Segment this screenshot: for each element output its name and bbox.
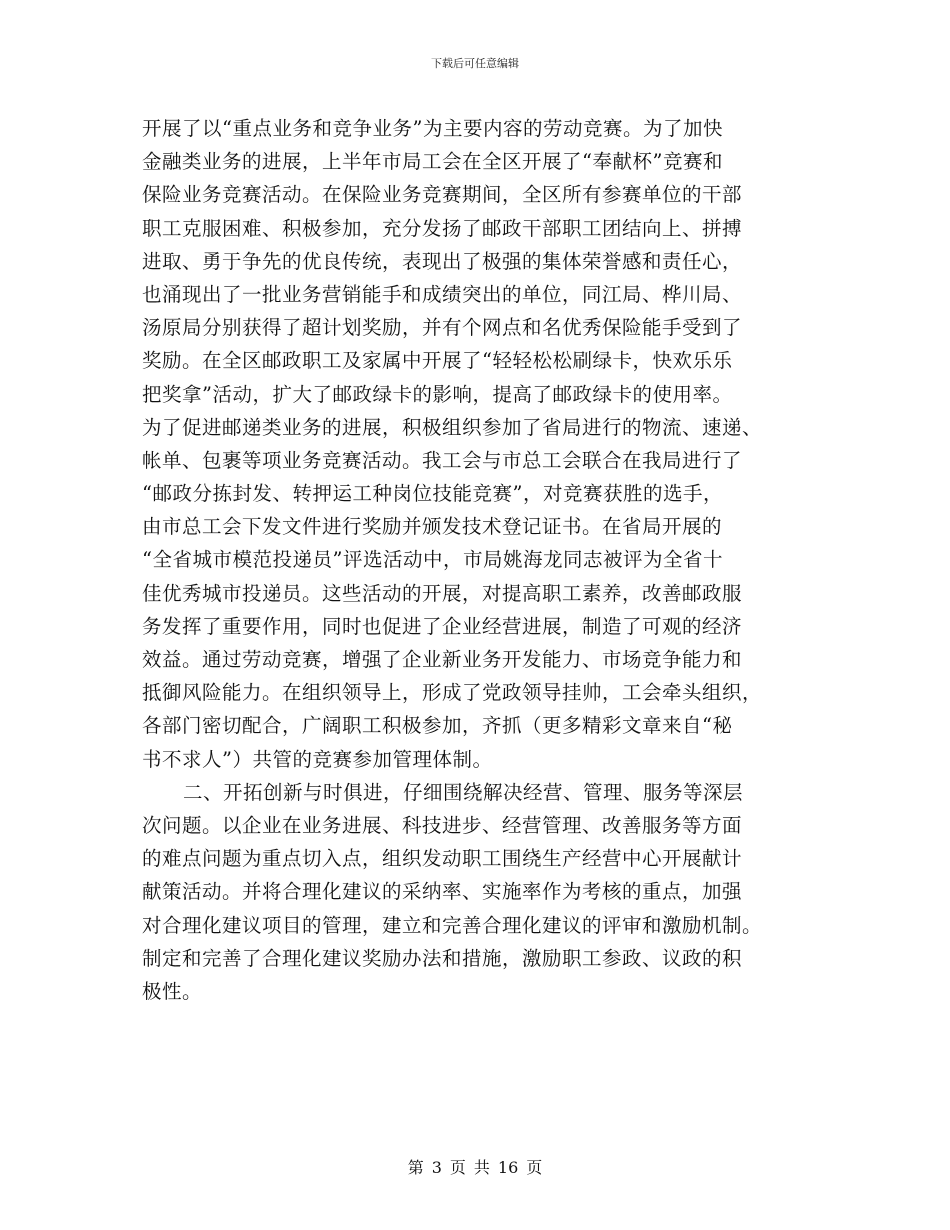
text-line: 务发挥了重要作用，同时也促进了企业经营进展，制造了可观的经济 bbox=[142, 614, 743, 638]
text-line: “邮政分拣封发、转押运工种岗位技能竞赛”，对竞赛获胜的选手， bbox=[142, 482, 723, 506]
text-line: 把奖拿”活动，扩大了邮政绿卡的影响，提高了邮政绿卡的使用率。 bbox=[142, 382, 733, 406]
page-header: 下载后可任意编辑 bbox=[431, 57, 519, 70]
text-line: 效益。通过劳动竞赛，增强了企业新业务开发能力、市场竞争能力和 bbox=[142, 648, 743, 671]
text-line: 次问题。以企业在业务进展、科技进步、经营管理、改善服务等方面 bbox=[142, 813, 743, 837]
text-line: 为了促进邮递类业务的进展，积极组织参加了省局进行的物流、速递、 bbox=[142, 415, 763, 439]
text-line: 各部门密切配合，广阔职工积极参加，齐抓（更多精彩文章来自“秘 bbox=[142, 714, 733, 738]
text-line: “全省城市模范投递员”评选活动中，市局姚海龙同志被评为全省十 bbox=[142, 548, 723, 572]
text-line: 制定和完善了合理化建议奖励办法和措施，激励职工参政、议政的积 bbox=[142, 946, 743, 970]
footer-page-number: 3 bbox=[431, 1158, 442, 1177]
text-line: 对合理化建议项目的管理，建立和完善合理化建议的评审和激励机制。 bbox=[142, 913, 763, 937]
text-line: 佳优秀城市投递员。这些活动的开展，对提高职工素养，改善邮政服 bbox=[142, 581, 743, 605]
text-line: 极性。 bbox=[142, 979, 203, 1003]
text-line: 献策活动。并将合理化建议的采纳率、实施率作为考核的重点，加强 bbox=[142, 880, 743, 904]
footer-prefix: 第 bbox=[407, 1158, 424, 1177]
body-text bbox=[142, 112, 802, 1008]
footer-total-pages: 16 bbox=[497, 1158, 519, 1177]
text-line: 奖励。在全区邮政职工及家属中开展了“轻轻松松刷绿卡，快欢乐乐 bbox=[142, 349, 733, 373]
text-line: 二、开拓创新与时俱进，仔细围绕解决经营、管理、服务等深层 bbox=[183, 780, 744, 804]
text-line: 抵御风险能力。在组织领导上，形成了党政领导挂帅，工会牵头组织， bbox=[142, 681, 763, 705]
page-footer bbox=[0, 1155, 950, 1178]
text-line: 进取、勇于争先的优良传统，表现出了极强的集体荣誉感和责任心， bbox=[142, 249, 743, 273]
text-line: 也涌现出了一批业务营销能手和成绩突出的单位，同江局、桦川局、 bbox=[142, 282, 743, 306]
text-line: 金融类业务的进展，上半年市局工会在全区开展了“奉献杯”竞赛和 bbox=[142, 150, 723, 174]
text-line: 保险业务竞赛活动。在保险业务竞赛期间，全区所有参赛单位的干部 bbox=[142, 183, 743, 207]
text-line: 由市总工会下发文件进行奖励并颁发技术登记证书。在省局开展的 bbox=[142, 515, 723, 539]
footer-total-prefix: 共 bbox=[473, 1158, 490, 1177]
text-line: 帐单、包裹等项业务竞赛活动。我工会与市总工会联合在我局进行了 bbox=[142, 448, 743, 472]
text-line: 书不求人”）共管的竞赛参加管理体制。 bbox=[142, 747, 493, 771]
footer-total-word: 页 bbox=[526, 1158, 543, 1177]
text-line: 开展了以“重点业务和竞争业务”为主要内容的劳动竞赛。为了加快 bbox=[142, 117, 723, 140]
text-line: 汤原局分别获得了超计划奖励，并有个网点和名优秀保险能手受到了 bbox=[142, 316, 743, 340]
footer-page-word: 页 bbox=[449, 1158, 466, 1177]
text-line: 的难点问题为重点切入点，组织发动职工围绕生产经营中心开展献计 bbox=[142, 847, 743, 871]
text-line: 职工克服困难、积极参加，充分发扬了邮政干部职工团结向上、拼搏 bbox=[142, 216, 743, 240]
